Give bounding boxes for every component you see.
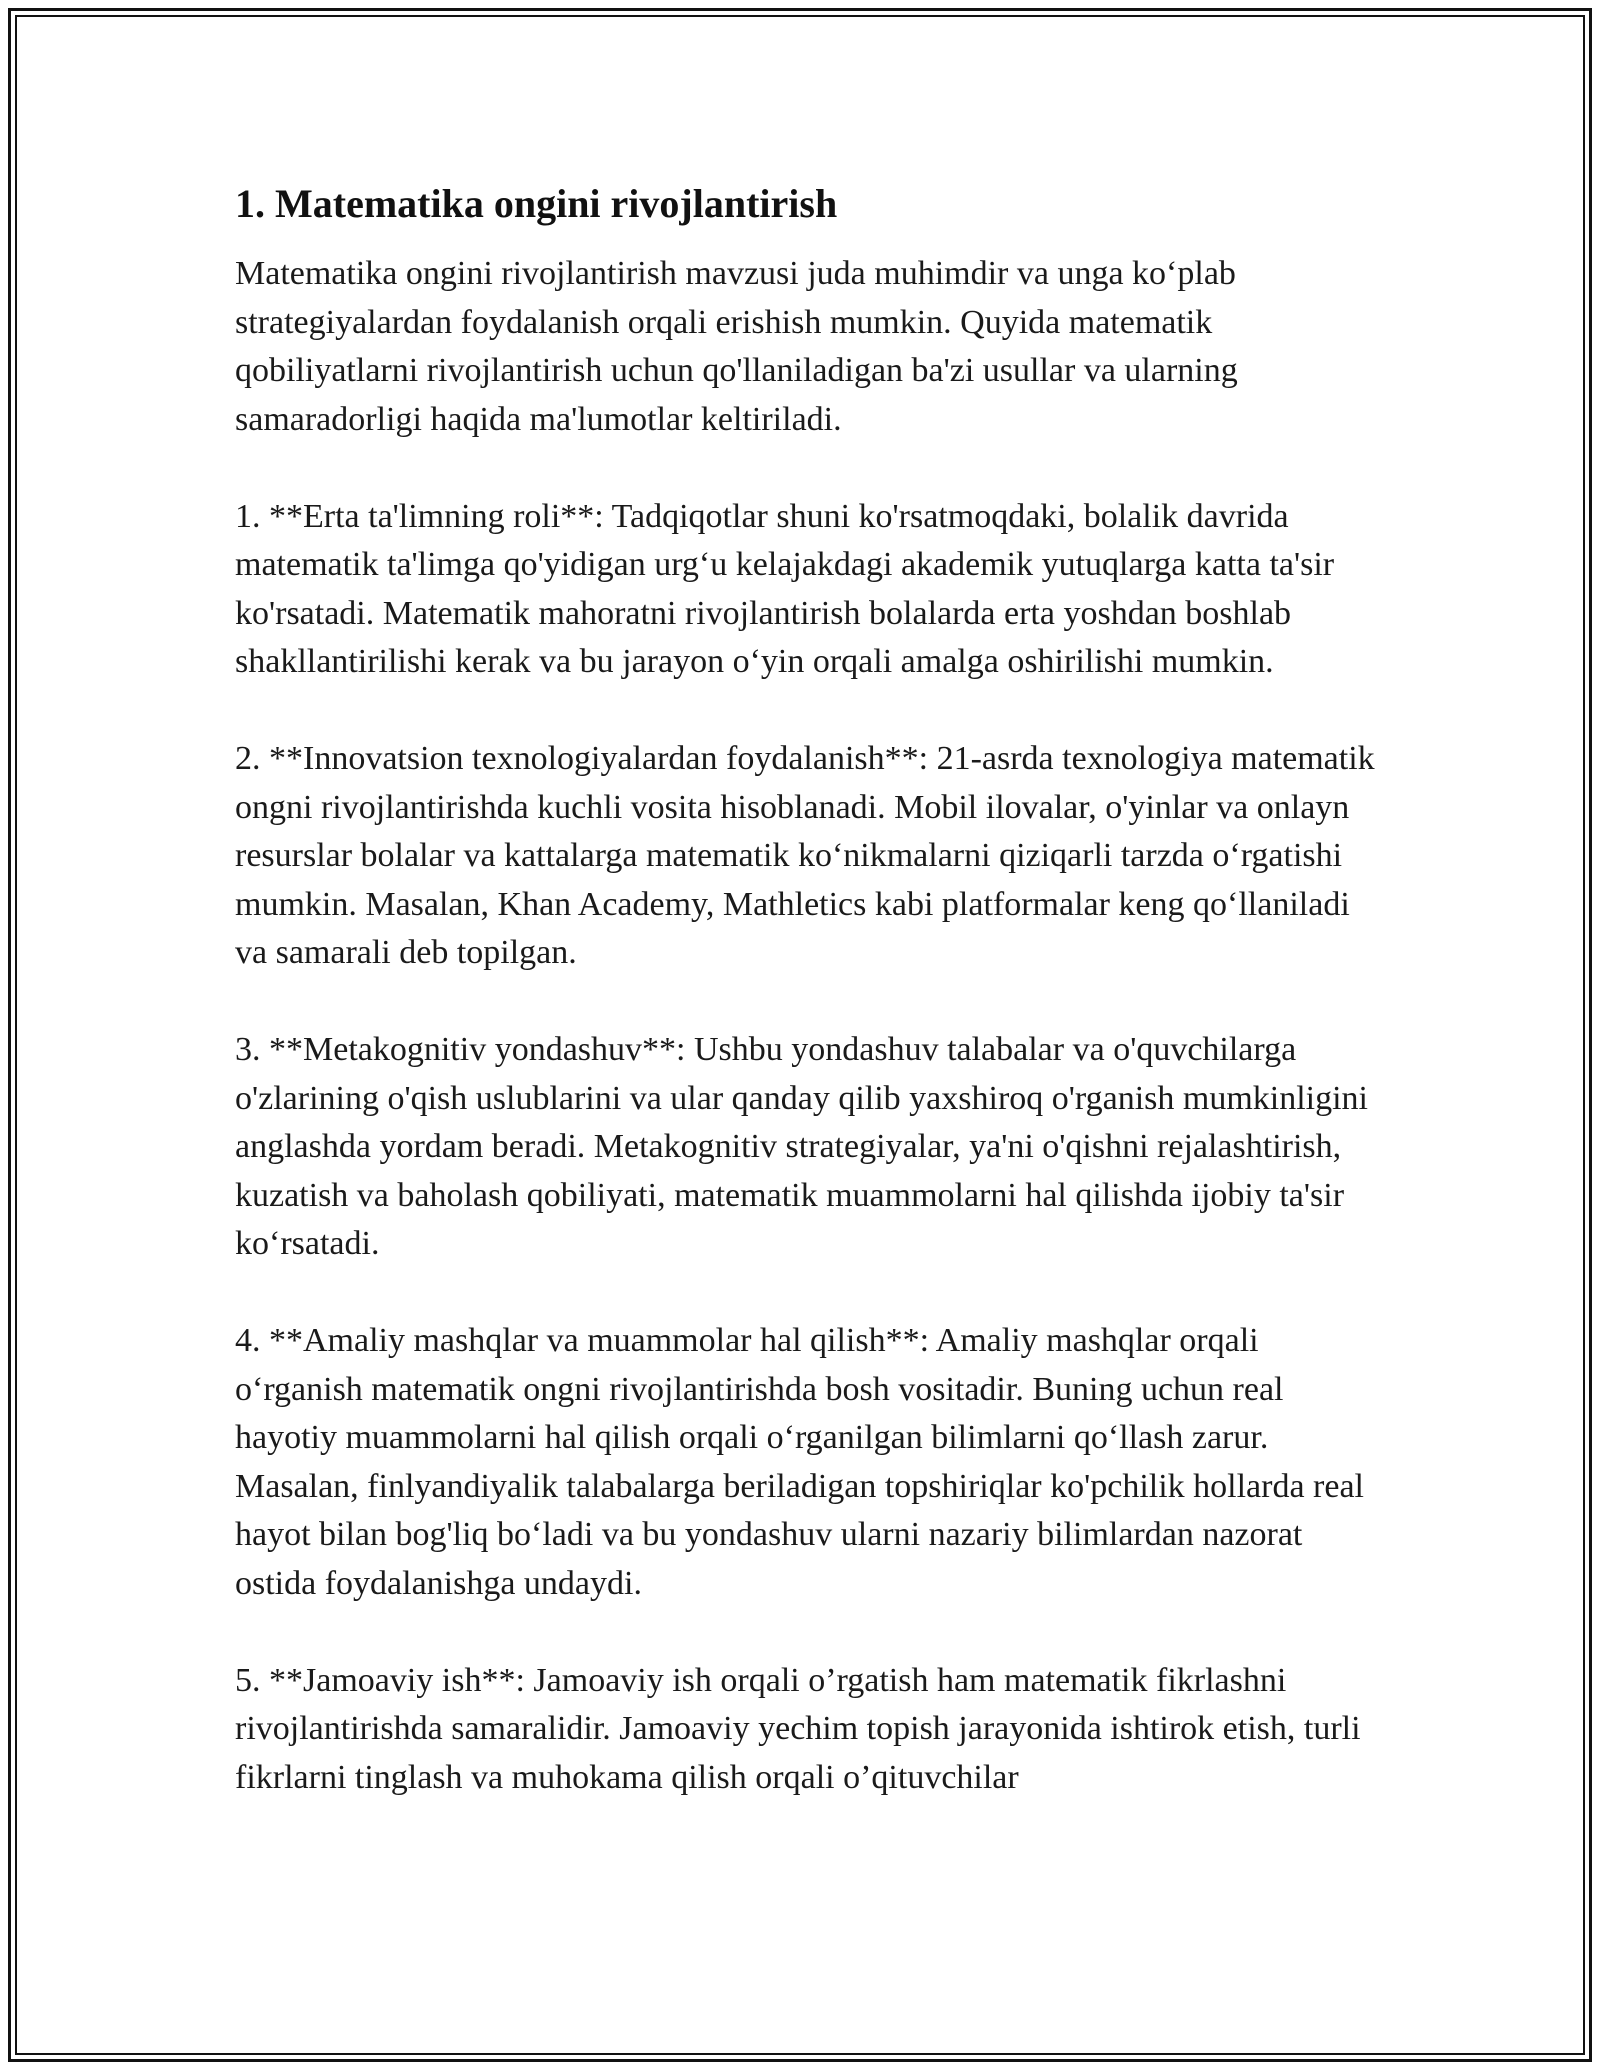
paragraph-innovative-technologies: 2. **Innovatsion texnologiyalardan foydalanish**: 21-asrda texnologiya matematik ongni rivojlantirishda kuchli vosita hisoblanadi. Mobil ilovalar, o'yinlar va onlayn resurslar bolalar va kattalarga matematik ko‘nikmalarni qiziqarli tarzda o‘rgatishi mumkin. Masalan, Khan Academy, Mathletics kabi platformalar keng qo‘llaniladi va samarali deb topilgan. bbox=[235, 740, 1375, 971]
paragraph-teamwork: 5. **Jamoaviy ish**: Jamoaviy ish orqali o’rgatish ham matematik fikrlashni rivojlantirishda samaralidir. Jamoaviy yechim topish jarayonida ishtirok etish, turli fikrlarni tinglash va muhokama qilish orqali o’qituvchilar bbox=[235, 1661, 1361, 1796]
document-body bbox=[235, 180, 1375, 1851]
paragraph-early-education: 1. **Erta ta'limning roli**: Tadqiqotlar shuni ko'rsatmoqdaki, bolalik davrida matematik ta'limga qo'yidigan urg‘u kelajakdagi akademik yutuqlarga katta ta'sir ko'rsatadi. Matematik mahoratni rivojlantirish bolalarda erta yoshdan boshlab shakllantirilishi kerak va bu jarayon o‘yin orqali amalga oshirilishi mumkin. bbox=[235, 497, 1335, 680]
paragraph-practical-exercises: 4. **Amaliy mashqlar va muammolar hal qilish**: Amaliy mashqlar orqali o‘rganish matematik ongni rivojlantirishda bosh vositadir. Buning uchun real hayotiy muammolarni hal qilish orqali o‘rganilgan bilimlarni qo‘llash zarur. Masalan, finlyandiyalik talabalarga beriladigan topshiriqlar ko'pchilik hollarda real hayot bilan bog'liq bo‘ladi va bu yondashuv ularni nazariy bilimlardan nazorat ostida foydalanishga undaydi. bbox=[235, 1322, 1365, 1602]
intro-paragraph: Matematika ongini rivojlantirish mavzusi juda muhimdir va unga ko‘plab strategiyalardan foydalanish orqali erishish mumkin. Quyida matematik qobiliyatlarni rivojlantirish uchun qo'llaniladigan ba'zi usullar va ularning samaradorligi haqida ma'lumotlar keltiriladi. bbox=[235, 255, 1238, 438]
paragraph-metacognitive-approach: 3. **Metakognitiv yondashuv**: Ushbu yondashuv talabalar va o'quvchilarga o'zlarining o'qish uslublarini va ular qanday qilib yaxshiroq o'rganish mumkinligini anglashda yordam beradi. Metakognitiv strategiyalar, ya'ni o'qishni rejalashtirish, kuzatish va baholash qobiliyati, matematik muammolarni hal qilishda ijobiy ta'sir ko‘rsatadi. bbox=[235, 1031, 1368, 1262]
document-title: 1. Matematika ongini rivojlantirish bbox=[235, 181, 838, 226]
